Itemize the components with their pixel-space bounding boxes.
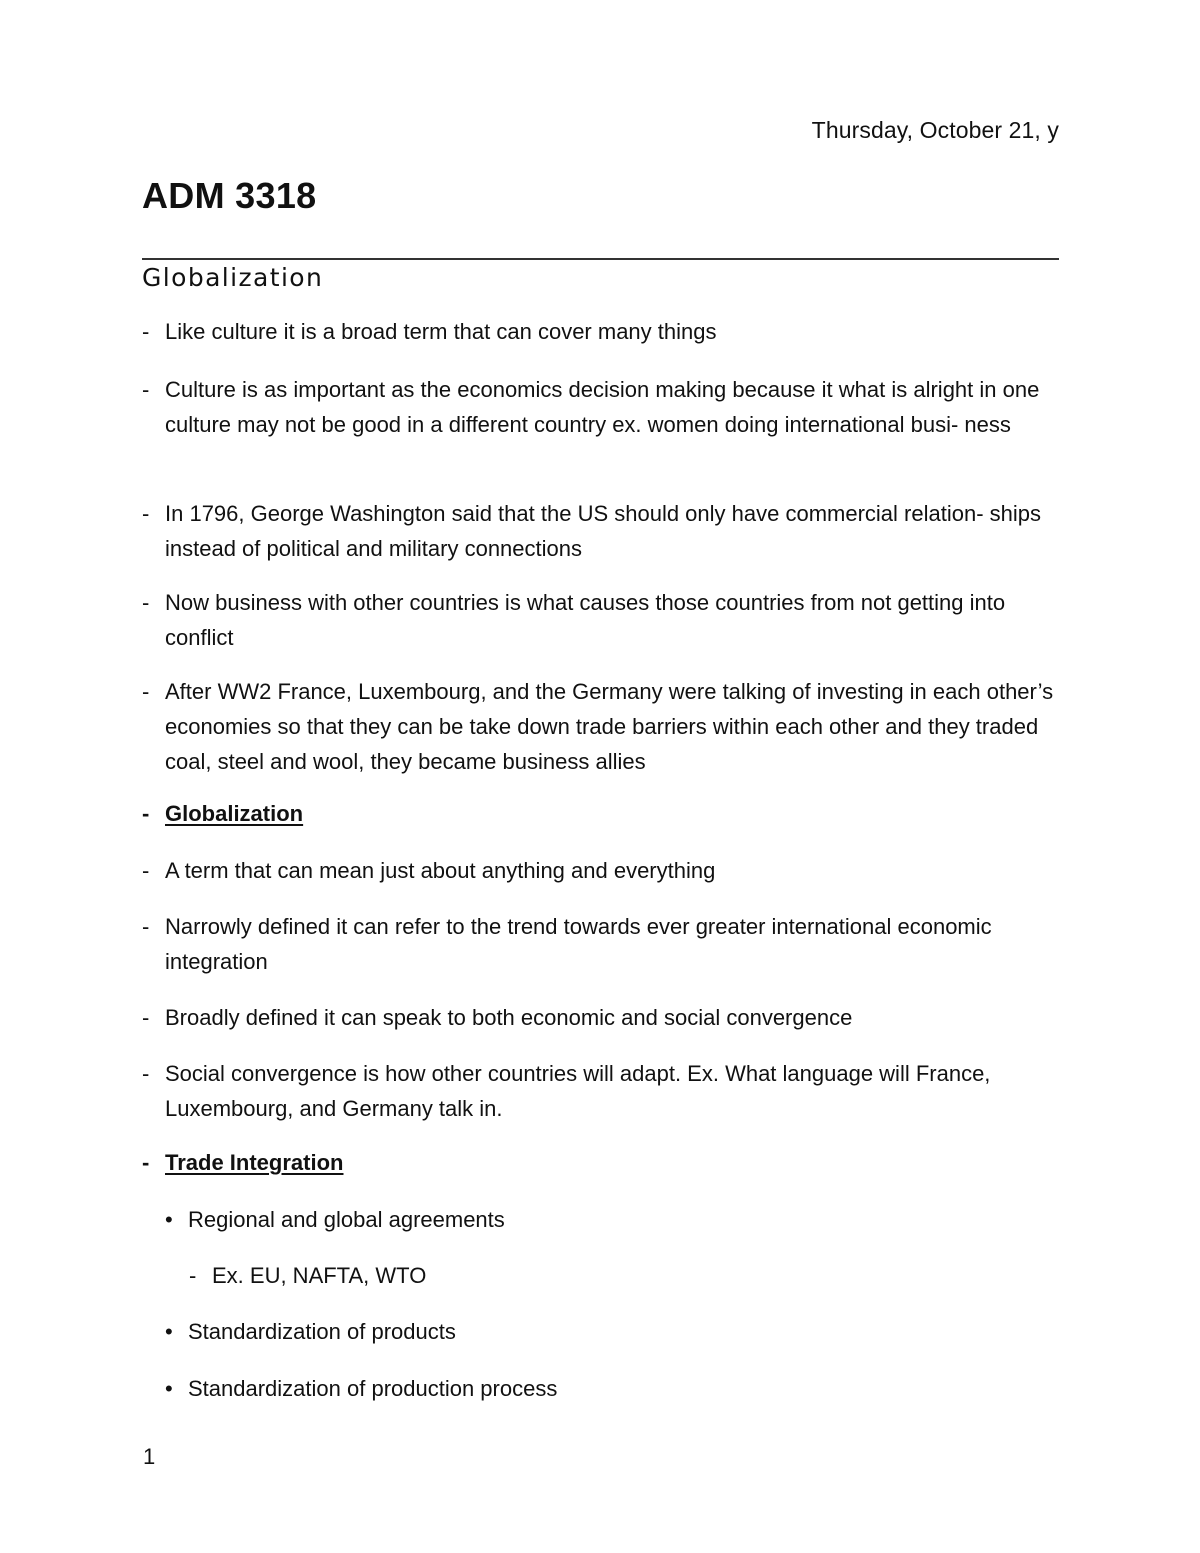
dot-bullet: • xyxy=(165,1207,173,1232)
dash-bullet: - xyxy=(142,590,150,615)
dot-bullet: • xyxy=(165,1319,173,1344)
list-item xyxy=(142,496,1055,566)
list-item-text: After WW2 France, Luxembourg, and the Germany were talking of investing in each other’s economies so that they can be take down trade barriers within each other and they traded coal, steel and wool, they became business allies xyxy=(165,679,1054,774)
list-item xyxy=(142,372,1055,442)
list-item xyxy=(142,1000,1055,1035)
list-item xyxy=(189,1258,1042,1293)
dash-bullet: - xyxy=(142,377,150,402)
dash-bullet: - xyxy=(142,319,150,344)
title-divider xyxy=(142,258,1059,260)
section-heading: Globalization xyxy=(142,263,324,292)
subheading-text: Globalization xyxy=(165,801,304,826)
list-item-text: Culture is as important as the economics decision making because it what is alright in one culture may not be good in a different country ex. women doing international busi- ness xyxy=(165,377,1040,437)
subheading-globalization xyxy=(142,796,1055,831)
list-item xyxy=(142,314,1055,349)
list-item xyxy=(142,585,1055,655)
list-item-text: Ex. EU, NAFTA, WTO xyxy=(212,1263,427,1288)
dash-bullet: - xyxy=(142,858,150,883)
list-item-text: Standardization of production process xyxy=(188,1376,558,1401)
list-item xyxy=(142,1056,1055,1126)
dash-bullet: - xyxy=(142,501,150,526)
list-item-text: Now business with other countries is what causes those countries from not getting into conflict xyxy=(165,590,1006,650)
course-title: ADM 3318 xyxy=(142,175,317,216)
dot-bullet: • xyxy=(165,1376,173,1401)
list-item-text: Narrowly defined it can refer to the trend towards ever greater international economic integration xyxy=(165,914,992,974)
dash-bullet: - xyxy=(142,1150,150,1175)
dash-bullet: - xyxy=(142,801,150,826)
list-item xyxy=(142,909,1055,979)
list-item xyxy=(142,853,1055,888)
list-item-text: A term that can mean just about anything and everything xyxy=(165,858,716,883)
list-item xyxy=(165,1371,1048,1406)
list-item-text: Broadly defined it can speak to both economic and social convergence xyxy=(165,1005,853,1030)
list-item-text: Social convergence is how other countries will adapt. Ex. What language will France, Luxembourg, and Germany talk in. xyxy=(165,1061,991,1121)
page-number: 1 xyxy=(143,1444,156,1469)
list-item-text: In 1796, George Washington said that the US should only have commercial relation- ships instead of political and military connections xyxy=(165,501,1041,561)
list-item-text: Standardization of products xyxy=(188,1319,456,1344)
dash-bullet: - xyxy=(189,1263,197,1288)
header-date: Thursday, October 21, y xyxy=(811,117,1059,143)
dash-bullet: - xyxy=(142,914,150,939)
list-item-text: Like culture it is a broad term that can cover many things xyxy=(165,319,717,344)
subheading-trade-integration xyxy=(142,1145,1055,1180)
subheading-text: Trade Integration xyxy=(165,1150,344,1175)
list-item xyxy=(165,1202,1048,1237)
list-item-text: Regional and global agreements xyxy=(188,1207,505,1232)
list-item xyxy=(165,1314,1048,1349)
dash-bullet: - xyxy=(142,679,150,704)
list-item xyxy=(142,674,1055,779)
dash-bullet: - xyxy=(142,1061,150,1086)
dash-bullet: - xyxy=(142,1005,150,1030)
